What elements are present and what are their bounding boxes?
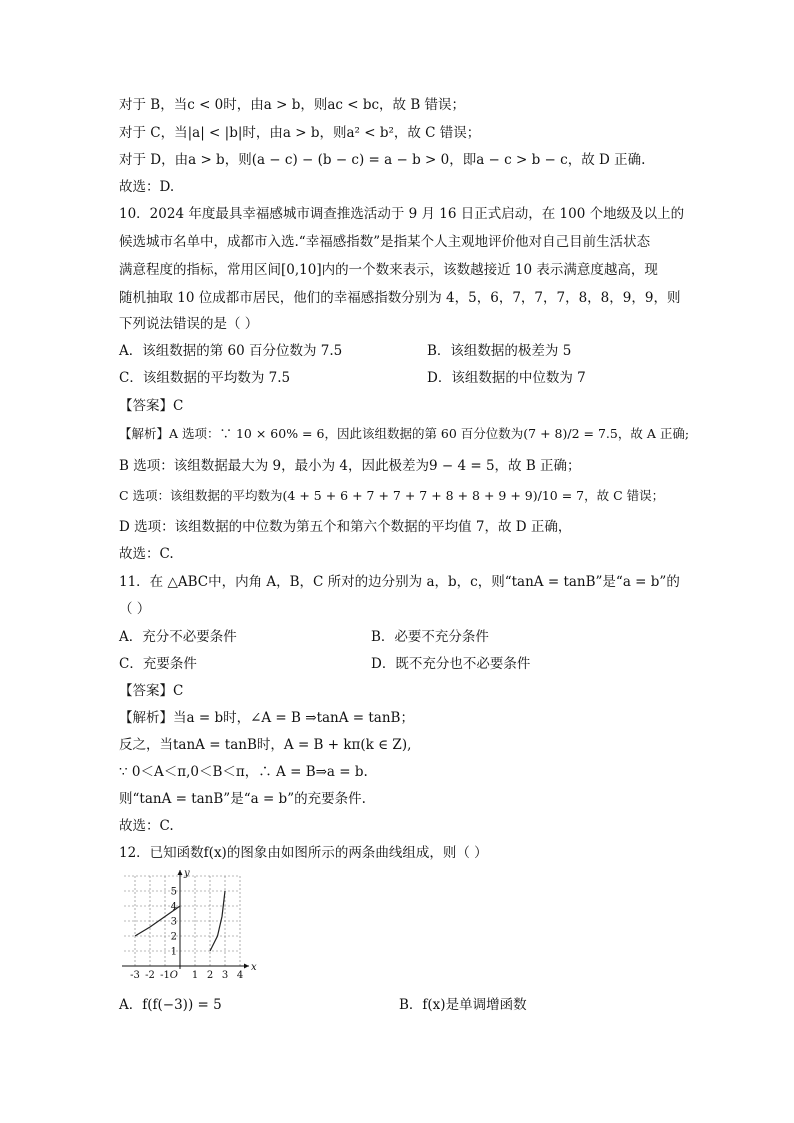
q11-select: 故选：C. <box>119 818 174 834</box>
q10-option-b: B．该组数据的极差为 5 <box>427 343 572 359</box>
x-tick-label: 2 <box>206 970 214 981</box>
y-axis-arrow <box>178 870 183 875</box>
y-axis-label: y <box>184 868 190 879</box>
x-tick-label: -3 <box>130 970 140 981</box>
prev-solution-line-b: 对于 B，当c < 0时，由a > b，则ac < bc，故 B 错误； <box>119 97 466 113</box>
prev-solution-select: 故选：D. <box>119 179 175 195</box>
q10-option-c: C．该组数据的平均数为 7.5 <box>119 370 291 386</box>
q10-answer: 【答案】C <box>119 398 184 414</box>
q10-stem-line-2: 候选城市名单中，成都市入选.“幸福感指数”是指某个人主观地评价他对自己目前生活状态 <box>119 234 651 250</box>
q12-option-a: A．f(f(−3)) = 5 <box>119 997 222 1013</box>
q11-analysis-line-1: 【解析】当a = b时，∠A = B ⇒tanA = tanB； <box>119 710 414 726</box>
q11-option-c: C．充要条件 <box>119 656 197 672</box>
graph-labels <box>130 868 257 981</box>
x-axis-label: x <box>251 962 257 973</box>
q11-option-b: B．必要不充分条件 <box>371 629 489 645</box>
x-tick-label: -1 <box>160 970 170 981</box>
q10-select: 故选：C. <box>119 546 174 562</box>
x-tick-label: -2 <box>145 970 155 981</box>
x-tick-label: 3 <box>221 970 229 981</box>
y-tick-label: 2 <box>170 931 177 943</box>
x-tick-label: 1 <box>191 970 199 981</box>
x-axis-arrow <box>244 964 249 969</box>
q10-analysis-a: 【解析】A 选项：∵ 10 × 60% = 6，因此该组数据的第 60 百分位数为(7 + 8)/2 = 7.5，故 A 正确; <box>119 426 690 441</box>
prev-solution-line-c: 对于 C，当|a| < |b|时，由a > b，则a² < b²，故 C 错误； <box>119 125 481 141</box>
origin-label: O <box>169 970 178 981</box>
q11-analysis-line-3: ∵ 0＜A＜π,0＜B＜π，∴ A = B⇒a = b. <box>119 764 368 780</box>
q11-analysis-line-4: 则“tanA = tanB”是“a = b”的充要条件. <box>119 791 366 807</box>
q10-analysis-c: C 选项：该组数据的平均数为(4 + 5 + 6 + 7 + 7 + 7 + 8 + 8 + 9 + 9)/10 = 7，故 C 错误； <box>119 488 665 503</box>
q11-analysis-line-2: 反之，当tanA = tanB时，A = B + kπ(k ∈ Z), <box>119 737 412 753</box>
q11-answer: 【答案】C <box>119 683 184 699</box>
q10-option-d: D．该组数据的中位数为 7 <box>427 370 586 386</box>
y-tick-label: 4 <box>170 901 177 913</box>
graph-grid <box>122 876 240 966</box>
q10-stem-line-5: 下列说法错误的是（ ） <box>119 316 259 332</box>
q10-stem-line-1: 10．2024 年度最具幸福感城市调查推选活动于 9 月 16 日正式启动，在 100 个地级及以上的 <box>119 206 685 222</box>
y-tick-label: 1 <box>170 946 177 958</box>
q12-option-b: B．f(x)是单调增函数 <box>399 997 527 1013</box>
q10-stem-line-3: 满意程度的指标，常用区间[0,10]内的一个数来表示，该数越接近 10 表示满意度越高，现 <box>119 262 658 278</box>
y-tick-label: 5 <box>170 886 177 898</box>
graph-axes <box>122 870 249 969</box>
prev-solution-line-d: 对于 D，由a > b，则(a − c) − (b − c) = a − b > 0，即a − c > b − c，故 D 正确. <box>119 152 646 168</box>
q12-function-graph <box>122 866 272 982</box>
q10-analysis-d: D 选项：该组数据的中位数为第五个和第六个数据的平均值 7，故 D 正确， <box>119 519 572 535</box>
y-tick-label: 3 <box>170 916 177 928</box>
q10-analysis-b: B 选项：该组数据最大为 9，最小为 4，因此极差为9 − 4 = 5，故 B 正确； <box>119 458 581 474</box>
q10-option-a: A．该组数据的第 60 百分位数为 7.5 <box>119 343 343 359</box>
x-tick-label: 4 <box>236 970 244 981</box>
q11-option-d: D．既不充分也不必要条件 <box>371 656 531 672</box>
q11-stem-line-1: 11．在 △ABC中，内角 A，B，C 所对的边分别为 a，b，c，则“tanA = tanB”是“a = b”的 <box>119 574 680 590</box>
q11-stem-line-2: （ ） <box>119 601 151 617</box>
q12-stem: 12．已知函数f(x)的图象由如图所示的两条曲线组成，则（ ） <box>119 845 488 861</box>
q10-stem-line-4: 随机抽取 10 位成都市居民，他们的幸福感指数分别为 4，5，6，7，7，7，8，8，9，9，则 <box>119 290 681 306</box>
q11-option-a: A．充分不必要条件 <box>119 629 237 645</box>
